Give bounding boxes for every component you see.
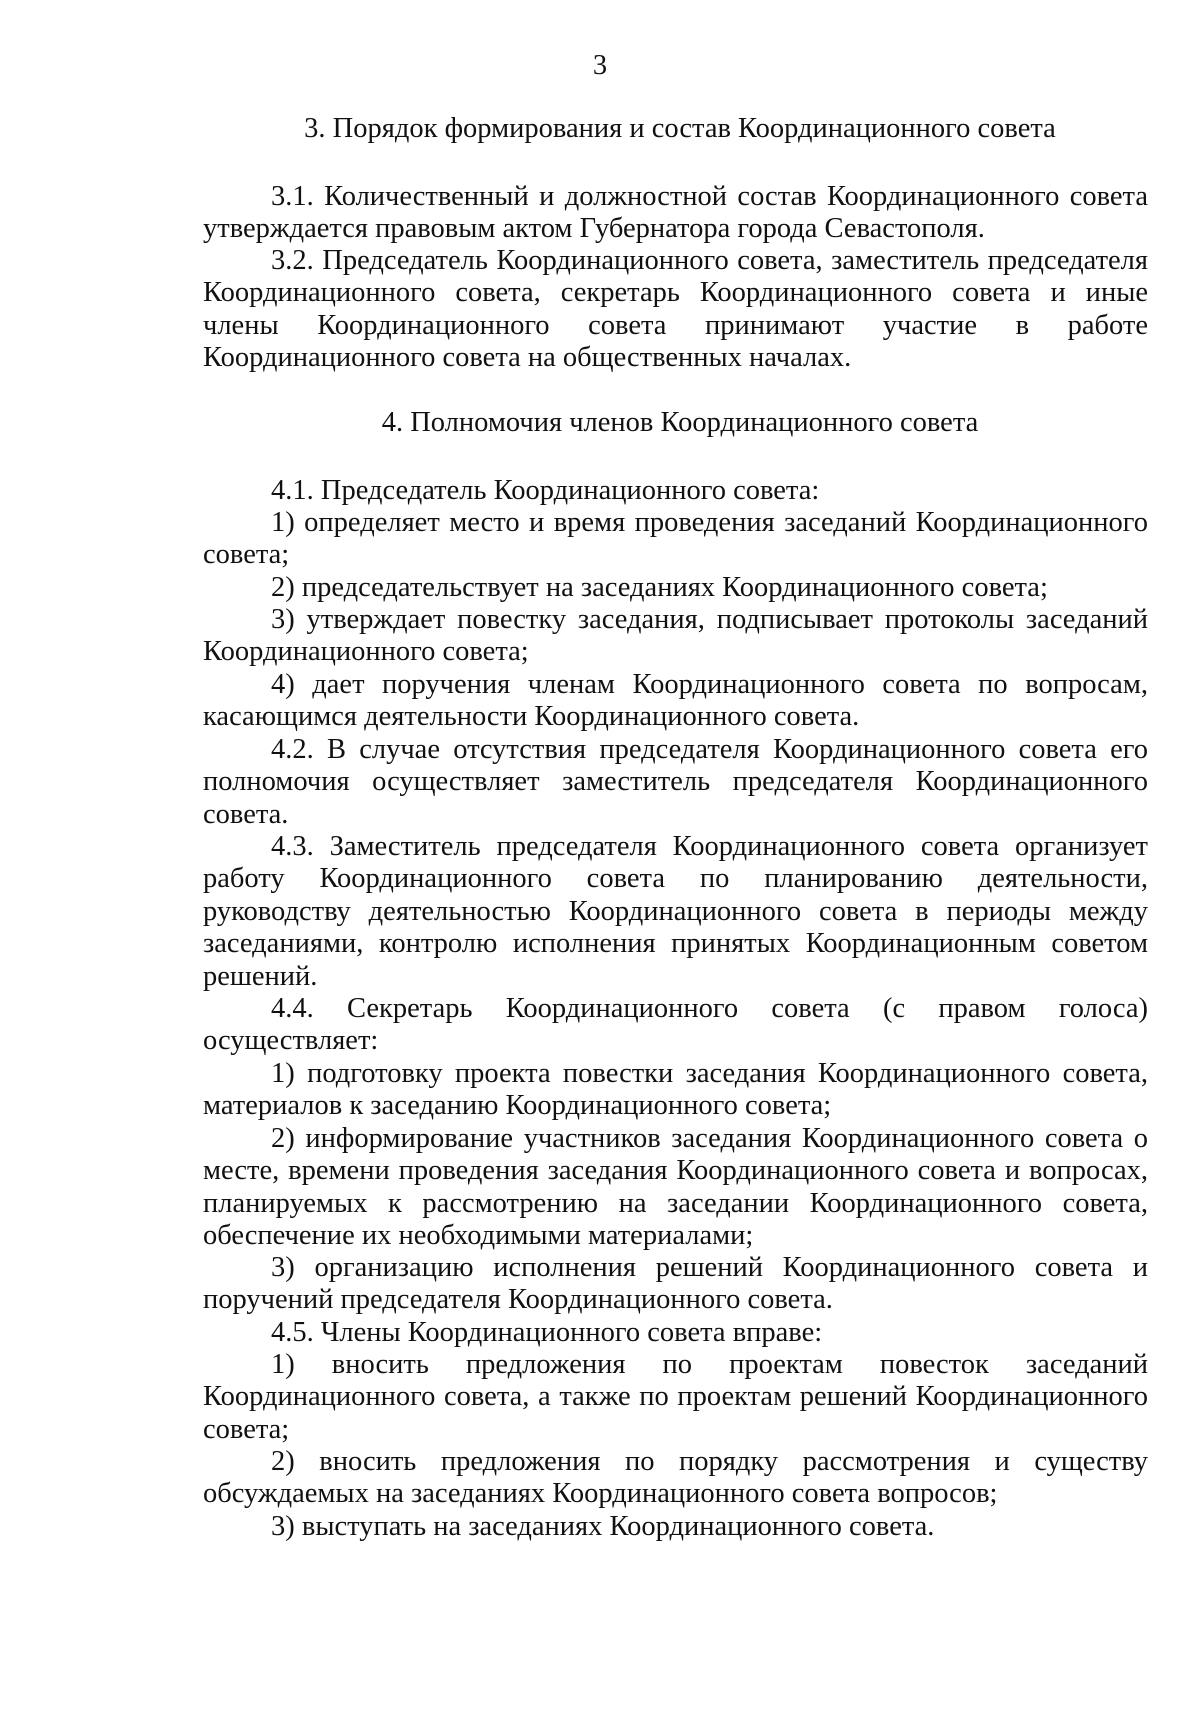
- paragraph-4-5-item-3: 3) выступать на заседаниях Координационного совета.: [271, 1511, 935, 1542]
- paragraph-4-5-item-2: 2) вносить предложения по порядку рассмотрения и существу обсуждаемых на заседаниях Координационного совета вопросов;: [203, 1446, 1148, 1510]
- paragraph-4-1-item-2: 2) председательствует на заседаниях Координационного совета;: [271, 572, 1048, 603]
- page-number: 3: [592, 50, 608, 81]
- paragraph-3-2: 3.2. Председатель Координационного совета, заместитель председателя Координационного совета, секретарь Координационного совета и иные члены Координационного совета принимают участие в работе Координационного совета на общественных началах.: [203, 245, 1148, 374]
- paragraph-4-4-item-2: 2) информирование участников заседания Координационного совета о месте, времени проведения заседания Координационного совета и вопросах, планируемых к рассмотрению на заседании Координационного совета, обеспечение их необходимыми материалами;: [203, 1123, 1148, 1252]
- paragraph-4-4-item-1: 1) подготовку проекта повестки заседания Координационного совета, материалов к заседанию Координационного совета;: [203, 1058, 1148, 1122]
- paragraph-4-4-item-3: 3) организацию исполнения решений Координационного совета и поручений председателя Координационного совета.: [203, 1252, 1148, 1316]
- paragraph-4-5-item-1: 1) вносить предложения по проектам повесток заседаний Координационного совета, а также по проектам решений Координационного совета;: [203, 1349, 1148, 1445]
- section-4-heading: 4. Полномочия членов Координационного совета: [381, 407, 979, 438]
- paragraph-4-3: 4.3. Заместитель председателя Координационного совета организует работу Координационного совета по планированию деятельности, руководству деятельностью Координационного совета в периоды между заседаниями, контролю исполнения принятых Координационным советом решений.: [203, 831, 1148, 992]
- paragraph-4-5: 4.5. Члены Координационного совета вправе:: [271, 1317, 823, 1348]
- paragraph-4-1-item-1: 1) определяет место и время проведения заседаний Координационного совета;: [203, 507, 1148, 571]
- section-3-heading: 3. Порядок формирования и состав Координационного совета: [304, 113, 1056, 144]
- paragraph-4-1-item-4: 4) дает поручения членам Координационного совета по вопросам, касающимся деятельности Координационного совета.: [203, 669, 1148, 733]
- paragraph-4-1-item-3: 3) утверждает повестку заседания, подписывает протоколы заседаний Координационного совета;: [203, 604, 1148, 668]
- paragraph-3-1: 3.1. Количественный и должностной состав Координационного совета утверждается правовым актом Губернатора города Севастополя.: [203, 181, 1148, 245]
- paragraph-4-4: 4.4. Секретарь Координационного совета (с правом голоса) осуществляет:: [203, 993, 1148, 1057]
- paragraph-4-2: 4.2. В случае отсутствия председателя Координационного совета его полномочия осуществляет заместитель председателя Координационного совета.: [203, 734, 1148, 830]
- paragraph-4-1: 4.1. Председатель Координационного совета:: [271, 475, 820, 506]
